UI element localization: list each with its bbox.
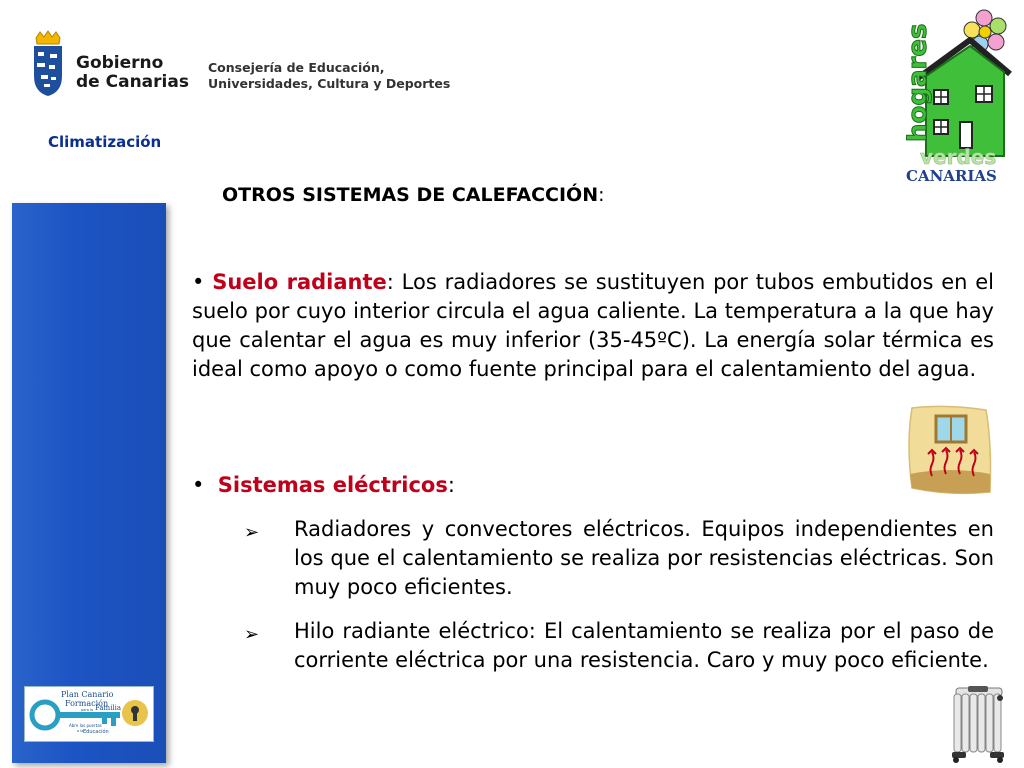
arrow-bullet-icon: ➢ [244, 624, 260, 645]
consejeria-name [208, 60, 450, 92]
bullet-text: : Los radiadores se sustituyen por tubos embutidos en el suelo por cuyo interior circula el agua caliente. La temperatura a la que hay que calentar el agua es muy inferior (35-45ºC). La energía solar térmica es ideal como apoyo o como fuente principal para el calentamiento del agua. [192, 270, 994, 381]
plan-line4: Familia [95, 704, 122, 712]
keyhole-icon [122, 700, 148, 726]
bullet-marker: • [192, 473, 205, 497]
subitem-text: Hilo radiante eléctrico: El calentamiento se realiza por el paso de corriente eléctrica por una resistencia. Caro y muy poco eficiente. [294, 619, 994, 672]
plan-canario-logo [24, 686, 154, 742]
hogares-verdes-logo [900, 6, 1015, 186]
gobierno-line1: Gobierno [76, 53, 164, 73]
bullet-text: : [447, 473, 455, 497]
section-label: Climatización [48, 133, 162, 151]
gobierno-name [76, 54, 189, 92]
bullet-suelo-radiante [192, 268, 994, 384]
hogares-word: hogares [903, 23, 933, 142]
shield-icon [34, 46, 62, 96]
canarias-word: CANARIAS [906, 167, 997, 185]
oil-radiator-icon [948, 682, 1008, 764]
plan-line6: a la [77, 729, 84, 733]
arrow-bullet-icon: ➢ [244, 522, 260, 543]
consejeria-line1: Consejería de Educación, [208, 60, 385, 75]
bullet-term: Suelo radiante [212, 270, 387, 294]
plan-line1: Plan Canario [61, 690, 114, 699]
slide-title-colon: : [598, 184, 605, 206]
bullet-term: Sistemas eléctricos [217, 473, 448, 497]
bullet-marker: • [192, 270, 205, 294]
subitem-radiadores [244, 515, 994, 602]
bullet-sistemas-electricos [192, 471, 994, 500]
slide-title-text: OTROS SISTEMAS DE CALEFACCIÓN [222, 184, 599, 206]
plan-line2: Formación [65, 699, 109, 708]
plan-line5: Abre las puertas [69, 723, 102, 728]
plan-line3: para la [81, 708, 94, 712]
subitem-hilo-radiante [244, 617, 994, 675]
plan-line7: Educación [83, 729, 109, 735]
gobierno-line2: de Canarias [76, 72, 189, 92]
blue-sidebar [12, 203, 166, 763]
subitem-text: Radiadores y convectores eléctricos. Equipos independientes en los que el calentamiento se realiza por resistencias eléctricas. Son muy poco eficientes. [294, 517, 994, 599]
verdes-word: verdes [920, 145, 997, 169]
floor-heating-icon [906, 404, 994, 496]
crown-icon [36, 31, 60, 44]
consejeria-line2: Universidades, Cultura y Deportes [208, 76, 451, 91]
slide-title [222, 184, 605, 206]
